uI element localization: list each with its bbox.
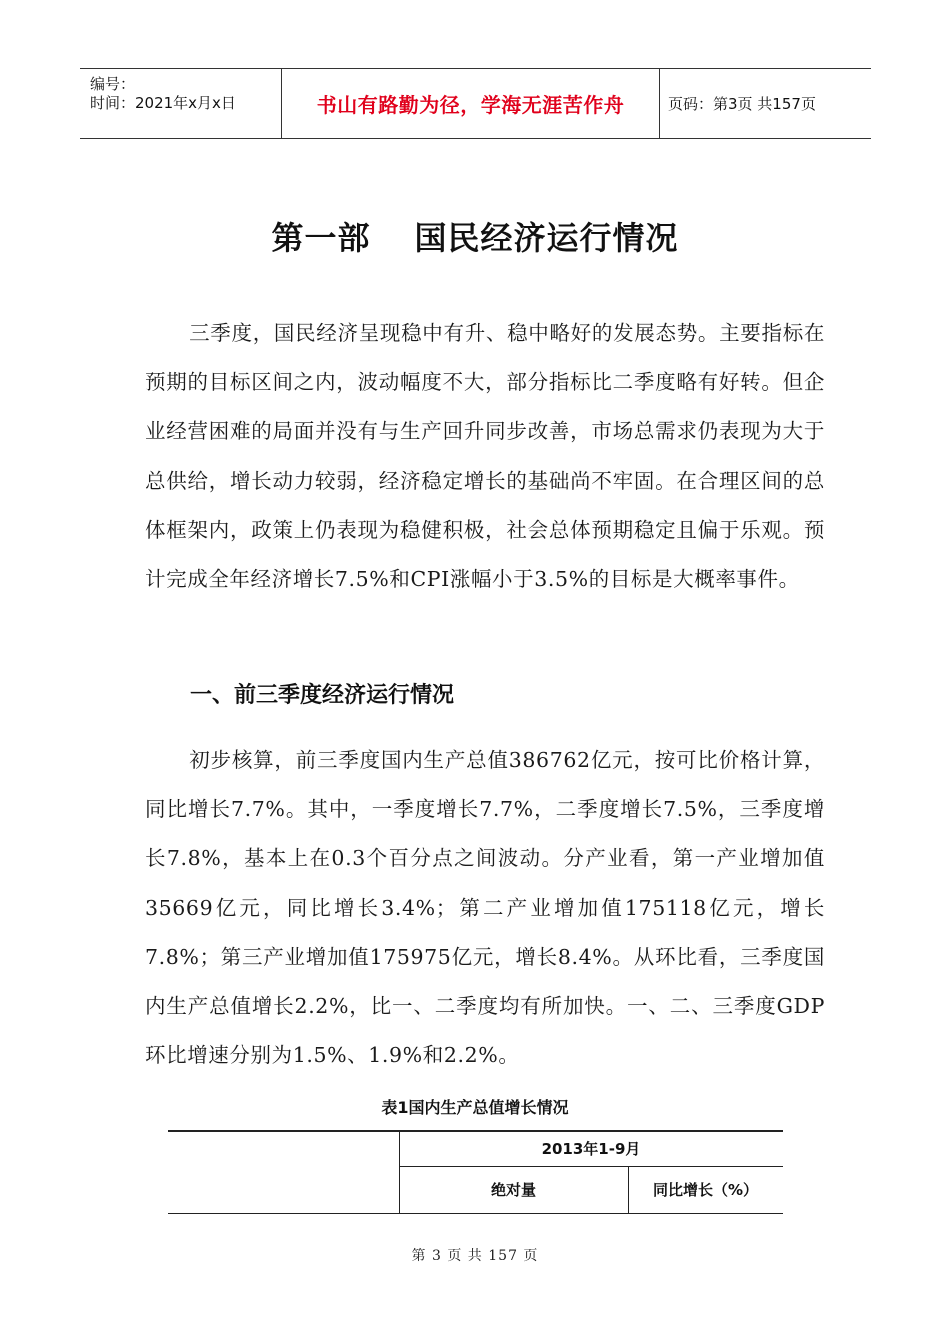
paragraph-gdp-text: 初步核算，前三季度国内生产总值386762亿元，按可比价格计算，同比增长7.7%。其中，一季度增长7.7%，二季度增长7.5%，三季度增长7.8%，基本上在0.3个百分点之间波动。分产业看，第一产业增加值35669亿元，同比增长3.4%；第二产业增加值175118亿元，增长7.8%；第三产业增加值175975亿元，增长8.4%。从环比看，三季度国内生产总值增长2.2%，比一、二季度均有所加快。一、二、三季度GDP环比增速分别为1.5%、1.9%和2.2%。 <box>145 748 825 1068</box>
section-heading: 一、前三季度经济运行情况 <box>190 683 455 708</box>
gdp-table <box>168 1130 783 1214</box>
page-title <box>0 213 950 259</box>
page-footer: 第 3 页 共 157 页 <box>411 1248 539 1264</box>
paragraph-overview-text: 三季度，国民经济呈现稳中有升、稳中略好的发展态势。主要指标在预期的目标区间之内，波动幅度不大，部分指标比二季度略有好转。但企业经营困难的局面并没有与生产回升同步改善，市场总需求仍表现为大于总供给，增长动力较弱，经济稳定增长的基础尚不牢固。在合理区间的总体框架内，政策上仍表现为稳健积极，社会总体预期稳定且偏于乐观。预计完成全年经济增长7.5%和CPI涨幅小于3.5%的目标是大概率事件。 <box>145 321 825 592</box>
header-page-cell <box>660 69 871 138</box>
header-motto-cell <box>281 69 660 138</box>
title-name: 国民经济运行情况 <box>414 219 679 257</box>
time-label: 时间：2021年x月x日 <box>90 94 236 112</box>
paragraph-overview <box>145 309 825 604</box>
table-divider <box>399 1166 783 1167</box>
paragraph-gdp <box>145 736 825 1080</box>
number-label: 编号： <box>90 75 136 93</box>
motto-text: 书山有路勤为径，学海无涯苦作舟 <box>316 93 625 117</box>
title-part: 第一部 <box>271 219 371 257</box>
header-table <box>80 68 871 139</box>
table-caption: 表1国内生产总值增长情况 <box>381 1098 569 1117</box>
table-period-header: 2013年1-9月 <box>541 1140 641 1158</box>
table-col-yoy: 同比增长（%） <box>652 1181 759 1199</box>
page-info: 页码：第3页 共157页 <box>668 95 816 113</box>
table-col-absolute: 绝对量 <box>490 1181 536 1199</box>
header-meta-cell <box>80 69 281 138</box>
